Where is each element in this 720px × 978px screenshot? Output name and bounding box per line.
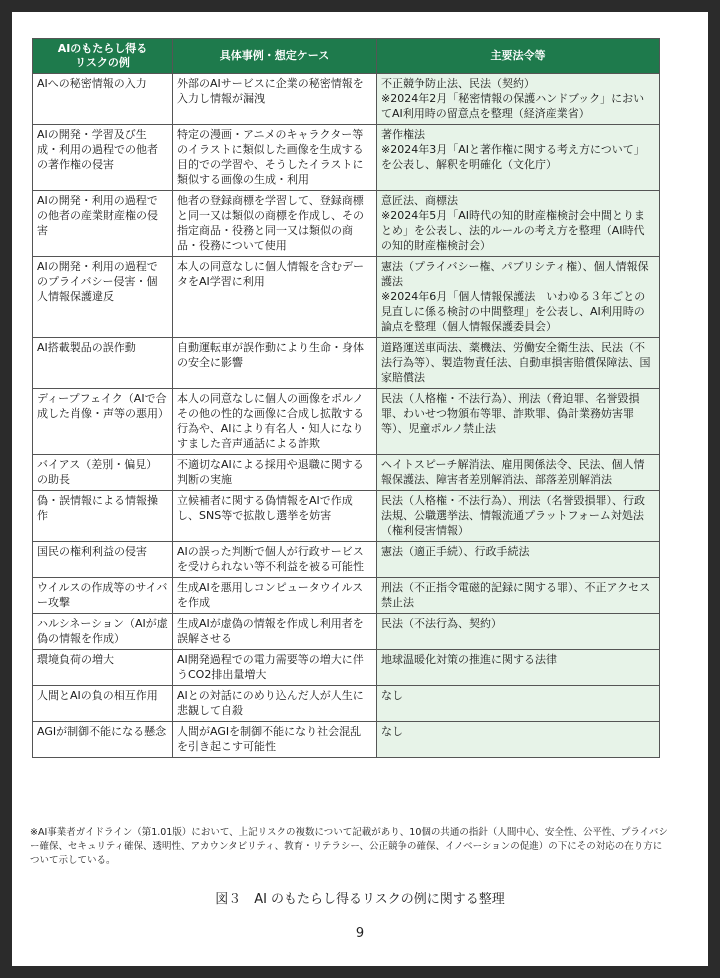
- law-cell-line: ※2024年5月「AI時代の知的財産権検討会中間とりまとめ」を公表し、法的ルールの考え方を整理（AI時代の知的財産権検討会）: [381, 209, 645, 252]
- table-body: [33, 74, 660, 758]
- header-case: 具体事例・想定ケース: [173, 39, 377, 74]
- law-cell: 刑法（不正指令電磁的記録に関する罪）、不正アクセス禁止法: [377, 578, 660, 614]
- law-cell-line: ※2024年3月「AIと著作権に関する考え方について」を公表し、解釈を明確化（文化庁）: [381, 143, 645, 171]
- table-row: [33, 614, 660, 650]
- risk-cell: ハルシネーション（AIが虚偽の情報を作成）: [33, 614, 173, 650]
- law-cell: ヘイトスピーチ解消法、雇用関係法令、民法、個人情報保護法、障害者差別解消法、部落差別解消法: [377, 455, 660, 491]
- risk-cell: AIへの秘密情報の入力: [33, 74, 173, 125]
- table-row: [33, 491, 660, 542]
- risk-cell: ディープフェイク（AIで合成した肖像・声等の悪用）: [33, 389, 173, 455]
- risk-cell: ウイルスの作成等のサイバー攻撃: [33, 578, 173, 614]
- risk-table: [32, 38, 660, 758]
- header-law: 主要法令等: [377, 39, 660, 74]
- header-risk: AIのもたらし得る リスクの例: [33, 39, 173, 74]
- table-row: [33, 722, 660, 758]
- document-page: [12, 12, 708, 966]
- case-cell: 人間がAGIを制御不能になり社会混乱を引き起こす可能性: [173, 722, 377, 758]
- law-cell: [377, 257, 660, 338]
- table-row: [33, 455, 660, 491]
- case-cell: 生成AIが虚偽の情報を作成し利用者を誤解させる: [173, 614, 377, 650]
- table-row: [33, 257, 660, 338]
- risk-cell: AGIが制御不能になる懸念: [33, 722, 173, 758]
- risk-cell: 国民の権利利益の侵害: [33, 542, 173, 578]
- risk-cell: 人間とAIの負の相互作用: [33, 686, 173, 722]
- risk-cell: 環境負荷の増大: [33, 650, 173, 686]
- law-cell: 民法（人格権・不法行為）、刑法（脅迫罪、名誉毀損罪、わいせつ物頒布等罪、詐欺罪、偽計業務妨害罪等）、児童ポルノ禁止法: [377, 389, 660, 455]
- case-cell: AIとの対話にのめり込んだ人が人生に悲観して自殺: [173, 686, 377, 722]
- case-cell: 他者の登録商標を学習して、登録商標と同一又は類似の商標を作成し、その指定商品・役務と同一又は類似の商品・役務について使用: [173, 191, 377, 257]
- table-row: [33, 650, 660, 686]
- law-cell: [377, 191, 660, 257]
- table-row: [33, 74, 660, 125]
- risk-cell: AIの開発・学習及び生成・利用の過程での他者の著作権の侵害: [33, 125, 173, 191]
- law-cell-line: 不正競争防止法、民法（契約）: [381, 77, 535, 90]
- table-row: [33, 389, 660, 455]
- law-cell: 民法（人格権・不法行為）、刑法（名誉毀損罪）、行政法規、公職選挙法、情報流通プラットフォーム対処法（権利侵害情報）: [377, 491, 660, 542]
- law-cell: なし: [377, 686, 660, 722]
- case-cell: 不適切なAIによる採用や退職に関する判断の実施: [173, 455, 377, 491]
- table-row: [33, 191, 660, 257]
- footnote: ※AI事業者ガイドライン（第1.01版）において、上記リスクの複数について記載があり、10個の共通の指針（人間中心、安全性、公平性、プライバシー確保、セキュリティ確保、透明性、アカウンタビリティ、教育・リテラシー、公正競争の確保、イノベーションの促進）の下にその対応の在り方について示している。: [30, 827, 668, 866]
- law-cell: 憲法（適正手続）、行政手続法: [377, 542, 660, 578]
- case-cell: AIの誤った判断で個人が行政サービスを受けられない等不利益を被る可能性: [173, 542, 377, 578]
- law-cell: なし: [377, 722, 660, 758]
- law-cell: 道路運送車両法、薬機法、労働安全衛生法、民法（不法行為等）、製造物責任法、自動車損害賠償保障法、国家賠償法: [377, 338, 660, 389]
- law-cell: 民法（不法行為、契約）: [377, 614, 660, 650]
- table-row: [33, 578, 660, 614]
- case-cell: 本人の同意なしに個人の画像をポルノその他の性的な画像に合成し拡散する行為や、AIにより有名人・知人になりすました音声通話による詐欺: [173, 389, 377, 455]
- law-cell: [377, 74, 660, 125]
- page-number: 9: [355, 926, 365, 941]
- case-cell: 特定の漫画・アニメのキャラクター等のイラストに類似した画像を生成する目的での学習や、そうしたイラストに類似する画像の生成・利用: [173, 125, 377, 191]
- case-cell: 立候補者に関する偽情報をAIで作成し、SNS等で拡散し選挙を妨害: [173, 491, 377, 542]
- risk-cell: AI搭載製品の誤作動: [33, 338, 173, 389]
- law-cell-line: 著作権法: [381, 128, 425, 141]
- risk-cell: AIの開発・利用の過程での他者の産業財産権の侵害: [33, 191, 173, 257]
- case-cell: 自動運転車が誤作動により生命・身体の安全に影響: [173, 338, 377, 389]
- law-cell-line: ※2024年6月「個人情報保護法 いわゆる３年ごとの見直しに係る検討の中間整理」を公表し、AI利用時の論点を整理（個人情報保護委員会）: [381, 290, 646, 333]
- table-header-row: [33, 39, 660, 74]
- risk-cell: 偽・誤情報による情報操作: [33, 491, 173, 542]
- figure-caption: 図３ AI のもたらし得るリスクの例に関する整理: [215, 892, 505, 907]
- risk-cell: バイアス（差別・偏見）の助長: [33, 455, 173, 491]
- table-row: [33, 542, 660, 578]
- table-row: [33, 125, 660, 191]
- case-cell: 外部のAIサービスに企業の秘密情報を入力し情報が漏洩: [173, 74, 377, 125]
- case-cell: AI開発過程での電力需要等の増大に伴うCO2排出量増大: [173, 650, 377, 686]
- law-cell-line: 憲法（プライバシー権、パブリシティ権）、個人情報保護法: [381, 260, 649, 288]
- case-cell: 生成AIを悪用しコンピュータウイルスを作成: [173, 578, 377, 614]
- case-cell: 本人の同意なしに個人情報を含むデータをAI学習に利用: [173, 257, 377, 338]
- law-cell: 地球温暖化対策の推進に関する法律: [377, 650, 660, 686]
- risk-cell: AIの開発・利用の過程でのプライバシー侵害・個人情報保護違反: [33, 257, 173, 338]
- law-cell: [377, 125, 660, 191]
- table-row: [33, 338, 660, 389]
- table-row: [33, 686, 660, 722]
- law-cell-line: ※2024年2月「秘密情報の保護ハンドブック」においてAI利用時の留意点を整理（経済産業省）: [381, 92, 645, 120]
- law-cell-line: 意匠法、商標法: [381, 194, 458, 207]
